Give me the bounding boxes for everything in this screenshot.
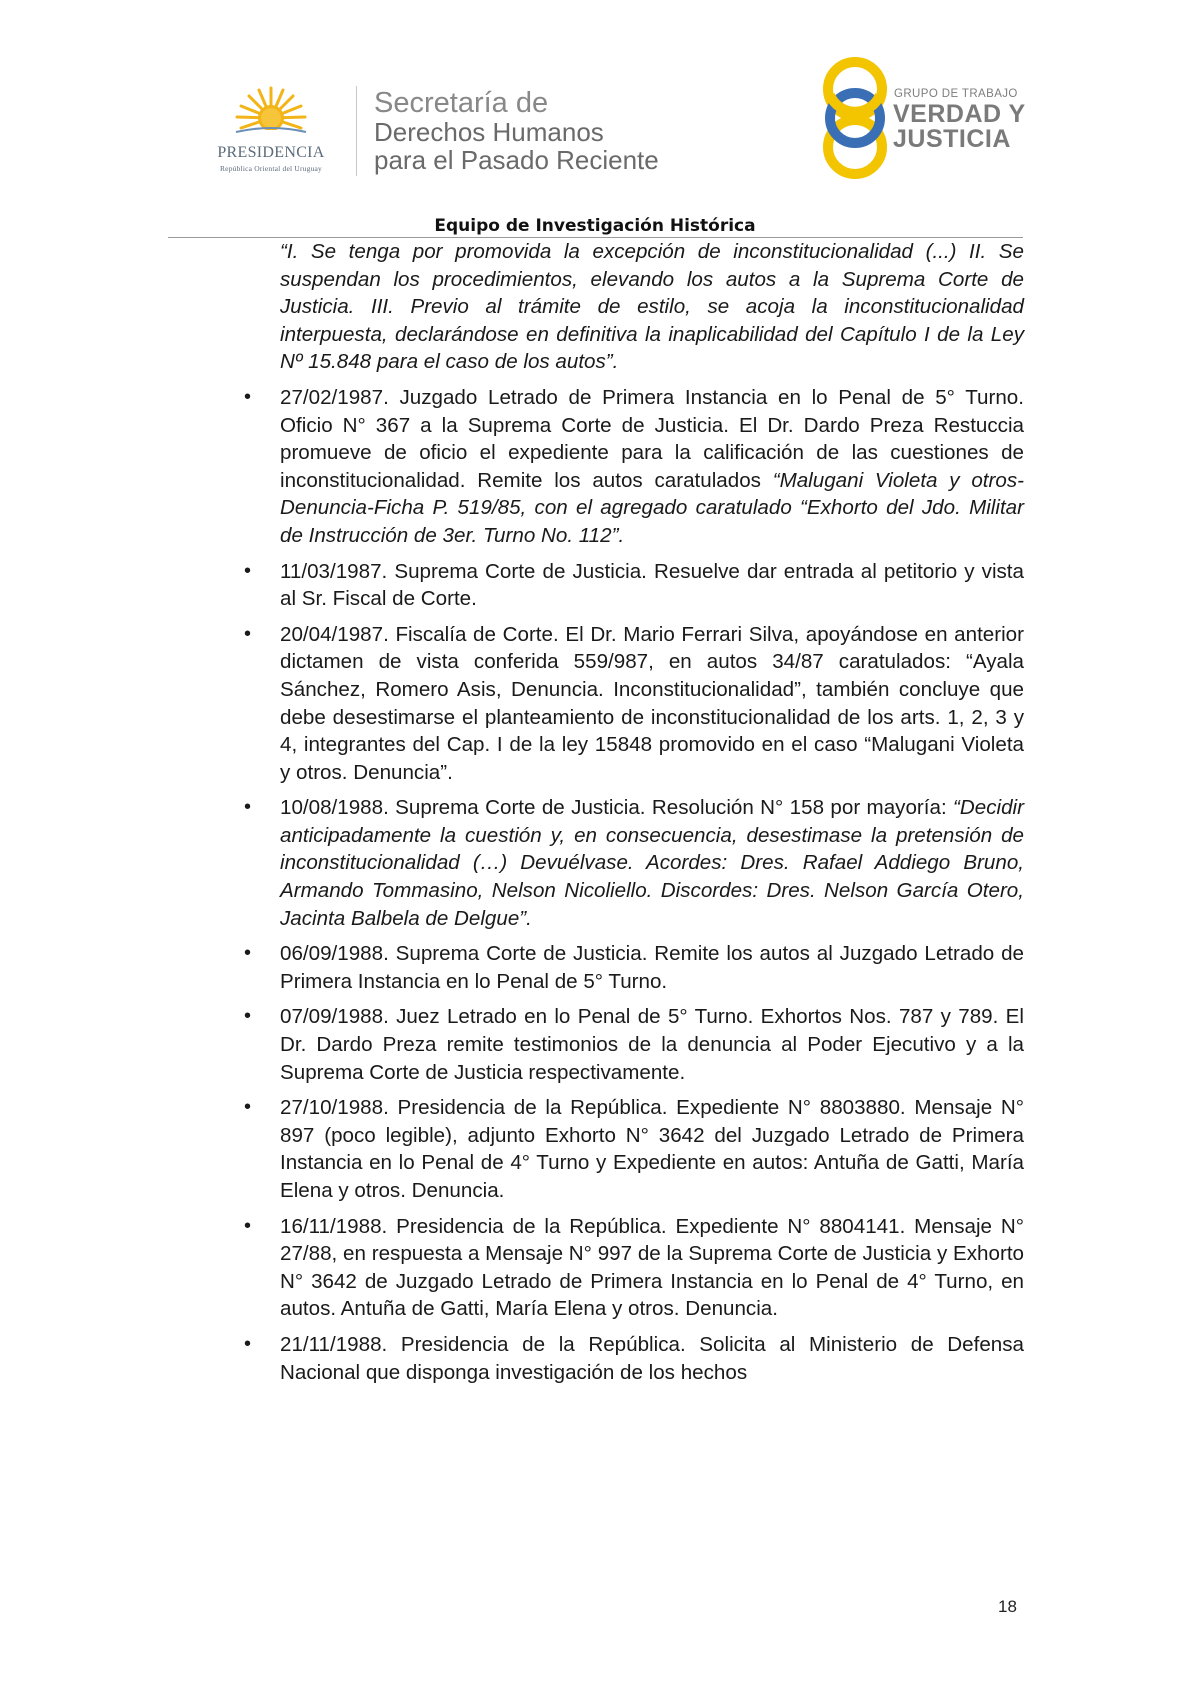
bullet-icon: • bbox=[244, 1214, 252, 1237]
rings-emblem-icon bbox=[818, 55, 892, 181]
presidencia-subtitle: República Oriental del Uruguay bbox=[219, 164, 322, 173]
entry-quote: “Decidir anticipadamente la cuestión y, en consecuencia, desestimase la pretensión de inconstitucionalidad (…) Devuélvase. Acordes: Dres. Rafael Addiego Bruno, Armando Tommasino, Nelson Nicoliello. Discordes: Dres. Nelson García Otero, Jacinta Balbela de Delgue”. bbox=[280, 796, 1024, 930]
page-number: 18 bbox=[998, 1597, 1017, 1616]
entry-text: 07/09/1988. Juez Letrado en lo Penal de 5° Turno. Exhortos Nos. 787 y 789. El Dr. Dardo Preza remite testimonios de la denuncia al Poder Ejecutivo y a la Suprema Corte de Justicia respectivamente. bbox=[280, 1005, 1024, 1084]
secretaria-line-3: para el Pasado Reciente bbox=[374, 145, 659, 175]
secretaria-line-2: Derechos Humanos bbox=[374, 117, 604, 147]
page-header bbox=[0, 0, 1190, 236]
bullet-icon: • bbox=[244, 1005, 252, 1028]
document-body bbox=[244, 238, 1024, 1394]
bullet-icon: • bbox=[244, 942, 252, 965]
chronology-entry bbox=[244, 621, 1024, 787]
chronology-entry bbox=[244, 940, 1024, 995]
bullet-icon: • bbox=[244, 796, 252, 819]
header-divider bbox=[356, 86, 357, 176]
chronology-entry bbox=[244, 1003, 1024, 1086]
chronology-list bbox=[244, 384, 1024, 1386]
entry-text: 16/11/1988. Presidencia de la República. Expediente N° 8804141. Mensaje N° 27/88, en respuesta a Mensaje N° 997 de la Suprema Corte de Justicia y Exhorto N° 3642 de Juzgado Letrado de Primera Instancia en lo Penal de 4° Turno, en autos. Antuña de Gatti, María Elena y otros. Denuncia. bbox=[280, 1214, 1024, 1321]
chronology-entry bbox=[244, 558, 1024, 613]
chronology-entry bbox=[244, 1213, 1024, 1323]
chronology-entry bbox=[244, 384, 1024, 550]
entry-text: 11/03/1987. Suprema Corte de Justicia. Resuelve dar entrada al petitorio y vista al Sr. Fiscal de Corte. bbox=[280, 559, 1024, 611]
vyj-title-line-1: VERDAD Y bbox=[893, 100, 1026, 128]
verdad-justicia-logo bbox=[818, 55, 1026, 185]
chronology-entry bbox=[244, 1094, 1024, 1204]
sun-emblem-icon bbox=[232, 84, 310, 144]
vyj-title-line-2: JUSTICIA bbox=[893, 125, 1011, 153]
presidencia-logo bbox=[196, 84, 346, 174]
secretaria-logo-text bbox=[374, 88, 659, 174]
presidencia-name: PRESIDENCIA bbox=[217, 144, 325, 161]
bullet-icon: • bbox=[244, 622, 252, 645]
entry-text: 06/09/1988. Suprema Corte de Justicia. Remite los autos al Juzgado Letrado de Primera Instancia en lo Penal de 5° Turno. bbox=[280, 942, 1024, 993]
bullet-icon: • bbox=[244, 1096, 252, 1119]
chronology-entry bbox=[244, 1331, 1024, 1386]
bullet-icon: • bbox=[244, 385, 252, 408]
entry-text: 21/11/1988. Presidencia de la República. Solicita al Ministerio de Defensa Nacional que disponga investigación de los hechos bbox=[280, 1332, 1024, 1384]
chronology-entry bbox=[244, 794, 1024, 932]
bullet-icon: • bbox=[244, 1332, 252, 1355]
entry-quote: “Malugani Violeta y otros-Denuncia-Ficha P. 519/85, con el agregado caratulado “Exhorto del Jdo. Militar de Instrucción de 3er. Turno No. 112”. bbox=[280, 468, 1024, 547]
entry-text: 20/04/1987. Fiscalía de Corte. El Dr. Mario Ferrari Silva, apoyándose en anterior dictamen de vista conferida 559/987, en autos 34/87 caratulados: “Ayala Sánchez, Romero Asis, Denuncia. Inconstitucionalidad”, también concluye que debe desestimarse el planteamiento de inconstitucionalidad de los arts. 1, 2, 3 y 4, integrantes del Cap. I de la ley 15848 promovido en el caso “Malugani Violeta y otros. Denuncia”. bbox=[280, 622, 1024, 784]
entry-text: 27/02/1987. Juzgado Letrado de Primera Instancia en lo Penal de 5° Turno. Oficio N° 367 a la Suprema Corte de Justicia. El Dr. Dardo Preza Restuccia promueve de oficio el expediente para la calificación de las cuestiones de inconstitucionalidad. Remite los autos caratulados bbox=[280, 385, 1024, 492]
quoted-resolution: “I. Se tenga por promovida la excepción de inconstitucionalidad (...) II. Se suspendan los procedimientos, elevando los autos a la Suprema Corte de Justicia. III. Previo al trámite de estilo, se acoja la inconstitucionalidad interpuesta, declarándose en definitiva la inaplicabilidad del Capítulo I de la Ley Nº 15.848 para el caso de los autos”. bbox=[280, 240, 1024, 374]
bullet-icon: • bbox=[244, 559, 252, 582]
vyj-pretitle: GRUPO DE TRABAJO bbox=[894, 88, 1018, 100]
team-title: Equipo de Investigación Histórica bbox=[434, 216, 756, 236]
entry-text: 27/10/1988. Presidencia de la República. Expediente N° 8803880. Mensaje N° 897 (poco legible), adjunto Exhorto N° 3642 del Juzgado Letrado de Primera Instancia en lo Penal de 4° Turno y Expediente en autos: Antuña de Gatti, María Elena y otros. Denuncia. bbox=[280, 1096, 1024, 1202]
entry-text: 10/08/1988. Suprema Corte de Justicia. Resolución N° 158 por mayoría: bbox=[280, 796, 954, 820]
secretaria-line-1: Secretaría de bbox=[374, 87, 549, 119]
